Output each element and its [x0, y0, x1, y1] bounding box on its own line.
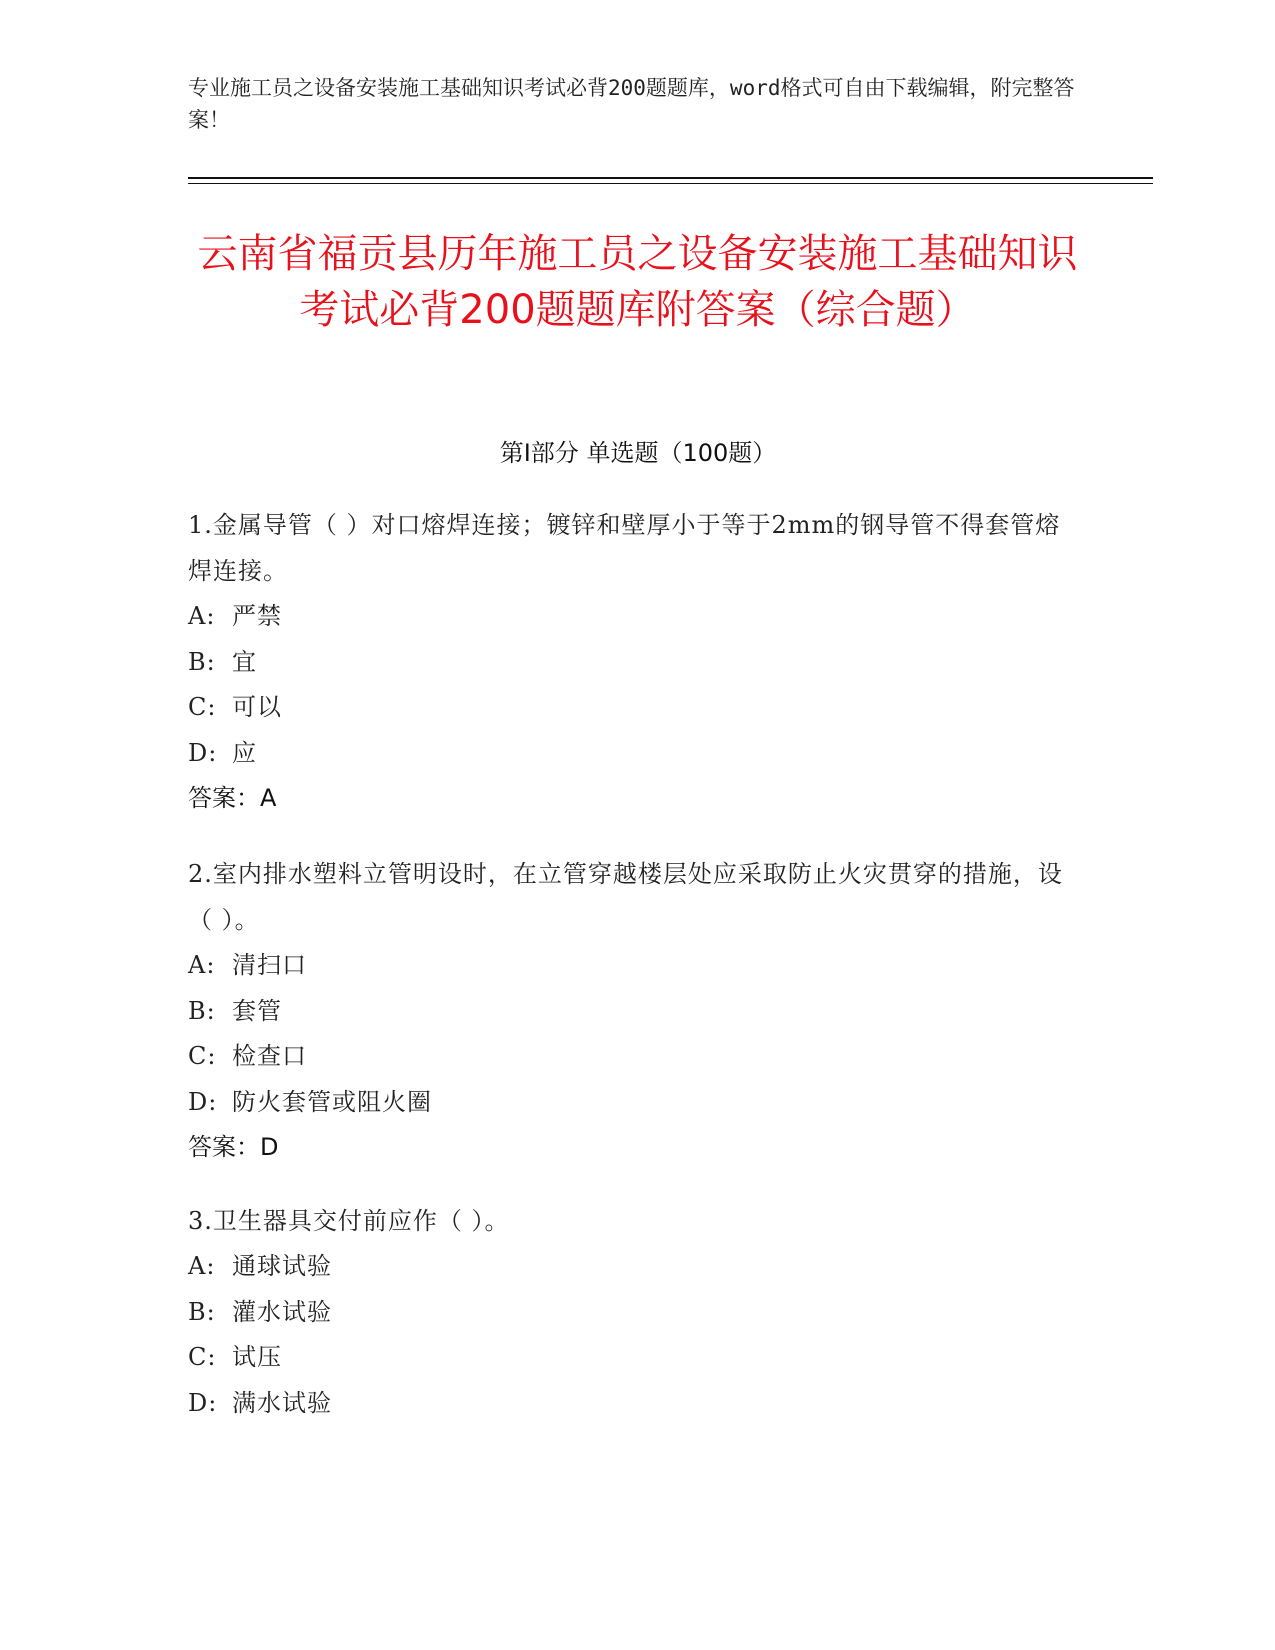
question-1	[188, 502, 1068, 821]
option-label: C:	[188, 693, 217, 721]
option-label: D:	[188, 1087, 218, 1116]
option-label: A:	[188, 951, 216, 979]
question-text: 2.室内排水塑料立管明设时，在立管穿越楼层处应采取防止火灾贯穿的措施，设（ ）。	[188, 860, 1063, 934]
option-d	[188, 731, 1068, 777]
option-c	[188, 1034, 1068, 1080]
option-a	[188, 1244, 1068, 1290]
option-text: 可以	[232, 693, 282, 721]
option-text: 检查口	[232, 1042, 307, 1070]
section-title: 第Ⅰ部分 单选题（100题）	[499, 439, 777, 467]
question-3	[188, 1198, 1068, 1426]
option-label: C:	[188, 1042, 217, 1070]
option-text: 试压	[232, 1343, 282, 1371]
option-text: 严禁	[232, 602, 282, 630]
option-text: 套管	[232, 996, 282, 1025]
header-rule-thick	[188, 177, 1153, 179]
option-label: B:	[188, 1297, 216, 1326]
option-d	[188, 1381, 1068, 1427]
option-label: D:	[188, 1388, 218, 1417]
option-text: 防火套管或阻火圈	[232, 1087, 432, 1116]
option-a	[188, 594, 1068, 640]
header-note: 专业施工员之设备安装施工基础知识考试必背200题题库，word格式可自由下载编辑，附完整答案！	[188, 76, 1075, 132]
option-label: B:	[188, 996, 216, 1025]
option-text: 满水试验	[232, 1388, 332, 1417]
question-text: 3.卫生器具交付前应作（ ）。	[188, 1207, 510, 1235]
question-text: 1.金属导管（ ）对口熔焊连接；镀锌和壁厚小于等于2mm的钢导管不得套管熔焊连接。	[188, 511, 1061, 585]
option-b	[188, 1290, 1068, 1336]
option-c	[188, 685, 1068, 731]
header-rule-thin	[188, 183, 1153, 184]
option-label: D:	[188, 738, 218, 767]
option-label: A:	[188, 1252, 216, 1280]
option-text: 清扫口	[232, 951, 307, 979]
option-text: 宜	[232, 647, 257, 676]
option-text: 灌水试验	[232, 1297, 332, 1326]
option-text: 通球试验	[232, 1252, 332, 1280]
option-a	[188, 943, 1068, 989]
option-b	[188, 989, 1068, 1035]
option-c	[188, 1335, 1068, 1381]
option-label: B:	[188, 647, 216, 676]
option-label: C:	[188, 1343, 217, 1371]
answer: 答案：D	[188, 1133, 279, 1161]
option-d	[188, 1080, 1068, 1126]
option-b	[188, 640, 1068, 686]
option-text: 应	[232, 738, 257, 767]
answer: 答案：A	[188, 784, 277, 812]
document-title: 云南省福贡县历年施工员之设备安装施工基础知识考试必背200题题库附答案（综合题）	[197, 231, 1078, 333]
question-2	[188, 851, 1068, 1170]
option-label: A:	[188, 602, 216, 630]
